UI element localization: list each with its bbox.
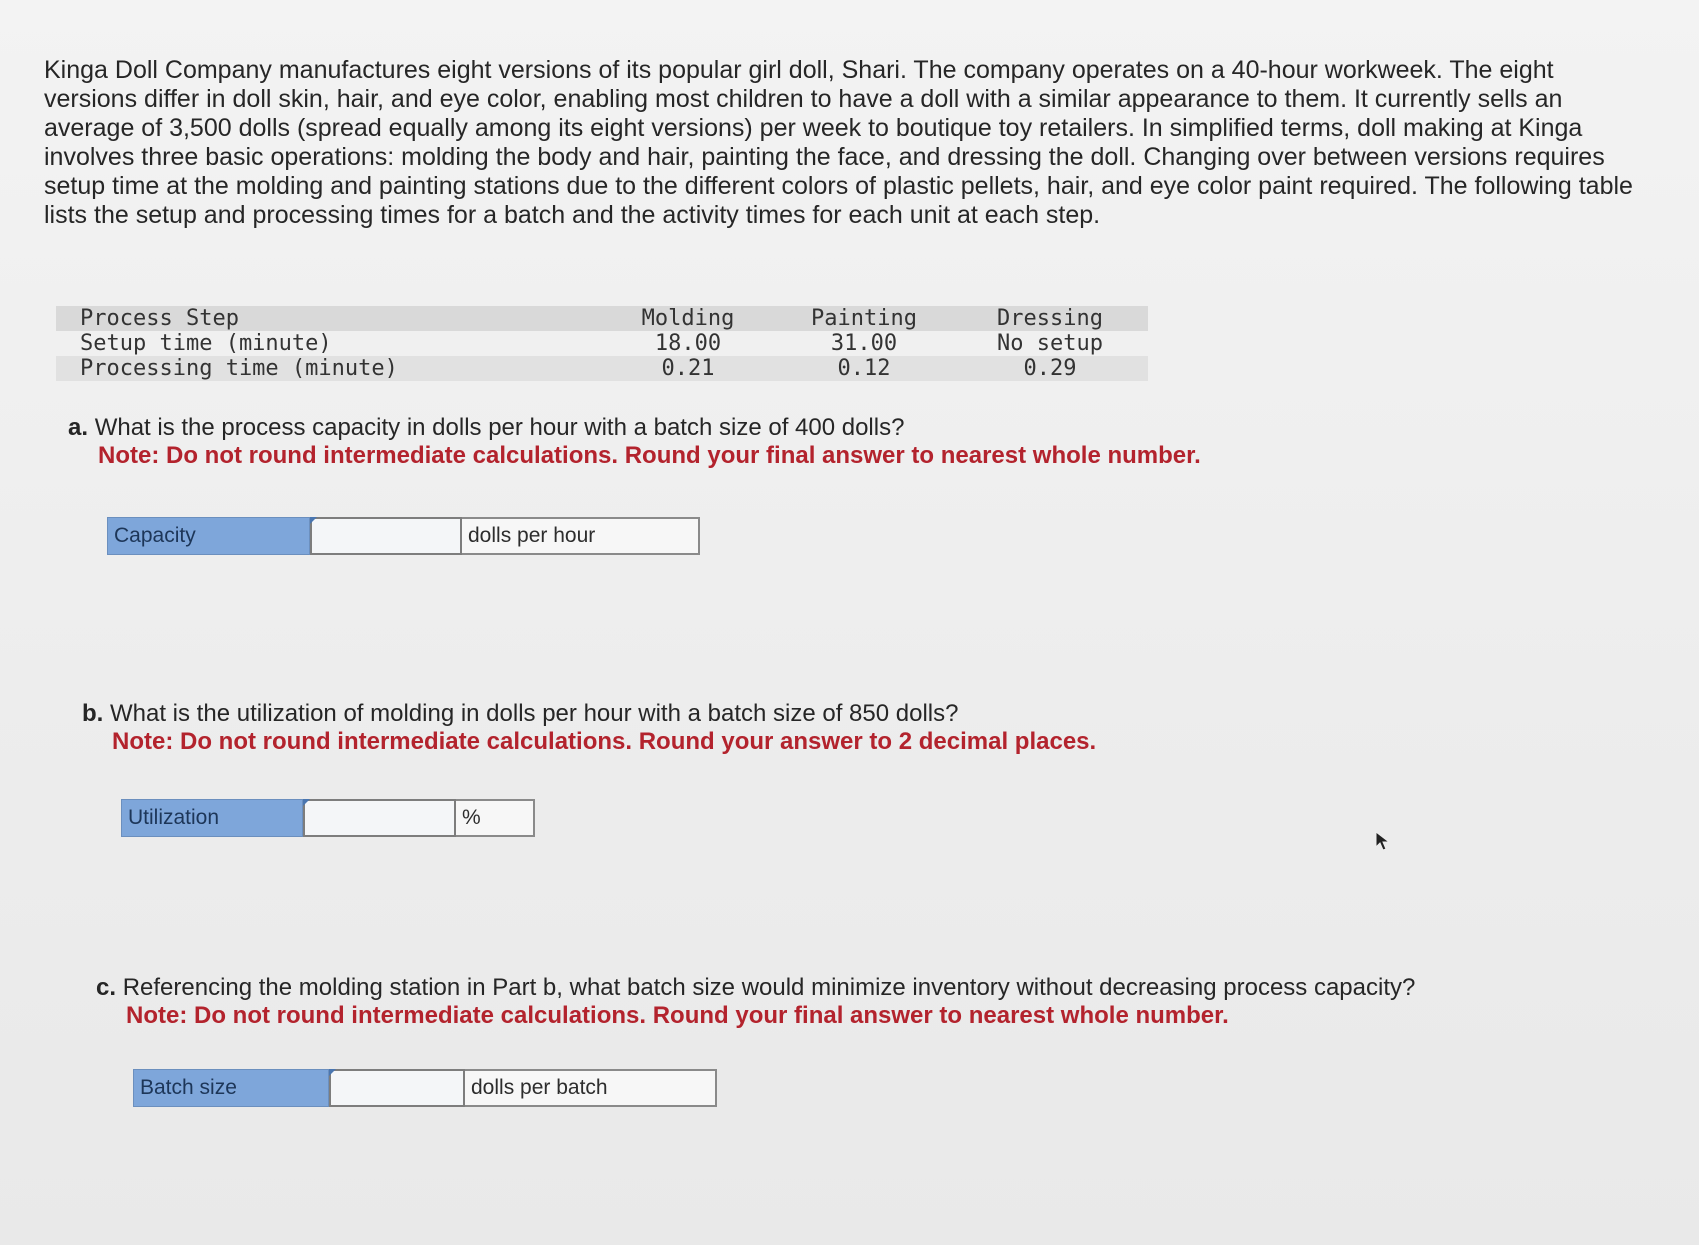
table-cell: 0.29 <box>1023 356 1077 381</box>
capacity-input[interactable] <box>312 519 460 553</box>
header-molding: Molding <box>641 306 735 331</box>
header-process-step: Process Step <box>80 306 239 331</box>
table-cell: Processing time (minute) <box>80 356 398 381</box>
question-b-letter: b. <box>82 700 104 727</box>
capacity-unit: dolls per hour <box>462 517 700 555</box>
utilization-label: Utilization <box>121 799 303 837</box>
batch-size-field[interactable] <box>329 1069 465 1107</box>
question-c-note: Note: Do not round intermediate calculations. Round your final answer to nearest whole number. <box>126 1002 1229 1029</box>
utilization-unit: % <box>456 799 535 837</box>
question-c-letter: c. <box>96 974 117 1001</box>
question-a <box>68 414 1201 470</box>
intro-paragraph: Kinga Doll Company manufactures eight versions of its popular girl doll, Shari. The company operates on a 40-hour workweek. The eight versions differ in doll skin, hair, and eye color, enabling most children to have a doll with a similar appearance to them. It currently sells an average of 3,500 dolls (spread equally among its eight versions) per week to boutique toy retailers. In simplified terms, doll making at Kinga involves three basic operations: molding the body and hair, painting the face, and dressing the doll. Changing over between versions requires setup time at the molding and painting stations due to the different colors of plastic pellets, hair, and eye color paint required. The following table lists the setup and processing times for a batch and the activity times for each unit at each step. <box>44 56 1633 229</box>
batch-size-answer-row <box>133 1069 717 1107</box>
question-c-text: Referencing the molding station in Part b, what batch size would minimize inventory without decreasing process capacity? <box>122 974 1416 1001</box>
table-cell: Setup time (minute) <box>80 331 332 356</box>
table-cell: 0.12 <box>837 356 891 381</box>
process-times-table <box>56 306 1148 381</box>
batch-size-label: Batch size <box>133 1069 329 1107</box>
table-cell: 31.00 <box>830 331 898 356</box>
utilization-answer-row <box>121 799 535 837</box>
utilization-input[interactable] <box>305 801 454 835</box>
batch-size-input[interactable] <box>331 1071 463 1105</box>
question-c <box>96 974 1415 1030</box>
header-painting: Painting <box>811 306 917 331</box>
question-a-note: Note: Do not round intermediate calculations. Round your final answer to nearest whole number. <box>98 442 1201 469</box>
table-cell: 0.21 <box>661 356 715 381</box>
table-cell: 18.00 <box>654 331 722 356</box>
question-b-note: Note: Do not round intermediate calculations. Round your answer to 2 decimal places. <box>112 728 1097 755</box>
header-dressing: Dressing <box>997 306 1103 331</box>
utilization-field[interactable] <box>303 799 456 837</box>
capacity-label: Capacity <box>107 517 310 555</box>
capacity-answer-row <box>107 517 700 555</box>
question-a-letter: a. <box>68 414 89 441</box>
question-b <box>82 700 1096 756</box>
question-a-text: What is the process capacity in dolls per hour with a batch size of 400 dolls? <box>94 414 905 441</box>
batch-size-unit: dolls per batch <box>465 1069 717 1107</box>
problem-intro <box>44 56 1644 230</box>
table-row-processing-time <box>56 356 1148 381</box>
mouse-pointer-icon <box>1374 830 1392 852</box>
table-cell: No setup <box>997 331 1103 356</box>
question-b-text: What is the utilization of molding in dolls per hour with a batch size of 850 dolls? <box>110 700 959 727</box>
table-row-setup-time <box>56 331 1148 356</box>
table-header-row <box>56 306 1148 331</box>
capacity-field[interactable] <box>310 517 462 555</box>
